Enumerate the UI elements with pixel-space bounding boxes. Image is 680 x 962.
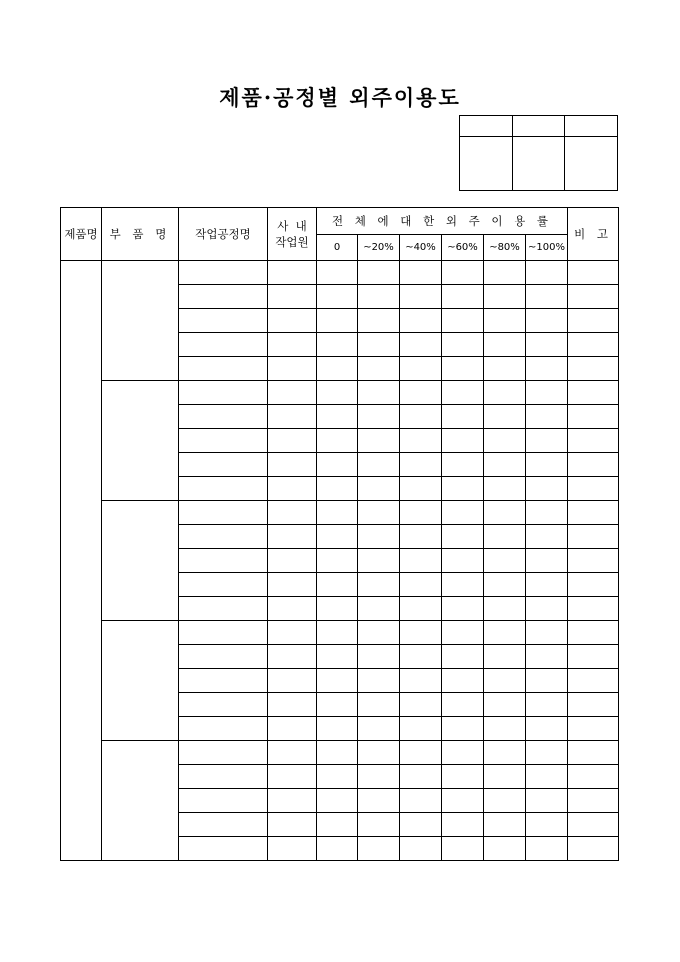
rate-cell[interactable]	[526, 357, 568, 381]
inhouse-cell[interactable]	[268, 621, 317, 645]
rate-cell[interactable]	[317, 549, 358, 573]
rate-cell[interactable]	[358, 357, 400, 381]
approval-sign-cell[interactable]	[565, 137, 618, 191]
process-cell[interactable]	[179, 741, 268, 765]
rate-cell[interactable]	[526, 597, 568, 621]
remarks-cell[interactable]	[568, 717, 619, 741]
rate-cell[interactable]	[358, 453, 400, 477]
rate-cell[interactable]	[358, 645, 400, 669]
process-cell[interactable]	[179, 309, 268, 333]
table-row	[61, 381, 619, 405]
remarks-cell[interactable]	[568, 621, 619, 645]
rate-cell[interactable]	[400, 405, 442, 429]
rate-cell[interactable]	[442, 645, 484, 669]
inhouse-cell[interactable]	[268, 789, 317, 813]
table-body	[61, 261, 619, 861]
remarks-cell[interactable]	[568, 813, 619, 837]
rate-cell[interactable]	[484, 597, 526, 621]
header-inhouse-line1: 사 내	[277, 219, 307, 233]
rate-cell[interactable]	[442, 501, 484, 525]
remarks-cell[interactable]	[568, 405, 619, 429]
inhouse-cell[interactable]	[268, 549, 317, 573]
table-row	[61, 261, 619, 285]
rate-cell[interactable]	[400, 285, 442, 309]
inhouse-cell[interactable]	[268, 501, 317, 525]
header-inhouse-line2: 작업원	[275, 235, 309, 249]
rate-cell[interactable]	[442, 741, 484, 765]
process-cell[interactable]	[179, 645, 268, 669]
rate-cell[interactable]	[400, 621, 442, 645]
rate-cell[interactable]	[526, 309, 568, 333]
remarks-cell[interactable]	[568, 261, 619, 285]
rate-cell[interactable]	[400, 381, 442, 405]
rate-cell[interactable]	[358, 501, 400, 525]
rate-cell[interactable]	[442, 549, 484, 573]
rate-cell[interactable]	[317, 837, 358, 861]
inhouse-cell[interactable]	[268, 741, 317, 765]
rate-cell[interactable]	[526, 693, 568, 717]
rate-cell[interactable]	[526, 525, 568, 549]
process-cell[interactable]	[179, 525, 268, 549]
process-cell[interactable]	[179, 261, 268, 285]
rate-cell[interactable]	[358, 261, 400, 285]
rate-cell[interactable]	[442, 765, 484, 789]
header-rate-bin: ~80%	[484, 235, 526, 261]
rate-cell[interactable]	[400, 741, 442, 765]
rate-cell[interactable]	[442, 333, 484, 357]
rate-cell[interactable]	[400, 333, 442, 357]
inhouse-cell[interactable]	[268, 765, 317, 789]
rate-cell[interactable]	[358, 573, 400, 597]
header-outsourcing-rate: 전 체 에 대 한 외 주 이 용 률	[317, 208, 568, 235]
rate-cell[interactable]	[317, 789, 358, 813]
process-cell[interactable]	[179, 621, 268, 645]
remarks-cell[interactable]	[568, 693, 619, 717]
rate-cell[interactable]	[526, 837, 568, 861]
header-rate-bin: 0	[317, 235, 358, 261]
rate-cell[interactable]	[484, 573, 526, 597]
rate-cell[interactable]	[317, 453, 358, 477]
remarks-cell[interactable]	[568, 837, 619, 861]
rate-cell[interactable]	[358, 765, 400, 789]
inhouse-cell[interactable]	[268, 357, 317, 381]
process-cell[interactable]	[179, 405, 268, 429]
rate-cell[interactable]	[526, 717, 568, 741]
rate-cell[interactable]	[358, 405, 400, 429]
rate-cell[interactable]	[400, 477, 442, 501]
remarks-cell[interactable]	[568, 477, 619, 501]
remarks-cell[interactable]	[568, 669, 619, 693]
rate-cell[interactable]	[526, 333, 568, 357]
rate-cell[interactable]	[526, 573, 568, 597]
rate-cell[interactable]	[526, 765, 568, 789]
approval-header-cell[interactable]	[512, 116, 565, 137]
process-cell[interactable]	[179, 573, 268, 597]
rate-cell[interactable]	[526, 477, 568, 501]
rate-cell[interactable]	[442, 573, 484, 597]
rate-cell[interactable]	[484, 453, 526, 477]
rate-cell[interactable]	[484, 837, 526, 861]
rate-cell[interactable]	[358, 597, 400, 621]
rate-cell[interactable]	[400, 525, 442, 549]
remarks-cell[interactable]	[568, 741, 619, 765]
rate-cell[interactable]	[317, 501, 358, 525]
process-cell[interactable]	[179, 429, 268, 453]
rate-cell[interactable]	[484, 741, 526, 765]
rate-cell[interactable]	[484, 549, 526, 573]
rate-cell[interactable]	[484, 789, 526, 813]
rate-cell[interactable]	[526, 813, 568, 837]
rate-cell[interactable]	[317, 813, 358, 837]
page-title: 제품·공정별 외주이용도	[219, 85, 461, 110]
rate-cell[interactable]	[442, 477, 484, 501]
rate-cell[interactable]	[358, 309, 400, 333]
rate-cell[interactable]	[400, 717, 442, 741]
rate-cell[interactable]	[484, 693, 526, 717]
rate-cell[interactable]	[442, 453, 484, 477]
inhouse-cell[interactable]	[268, 285, 317, 309]
process-cell[interactable]	[179, 357, 268, 381]
rate-cell[interactable]	[400, 453, 442, 477]
process-cell[interactable]	[179, 693, 268, 717]
rate-cell[interactable]	[400, 549, 442, 573]
process-cell[interactable]	[179, 501, 268, 525]
rate-cell[interactable]	[317, 525, 358, 549]
approval-sign-cell[interactable]	[512, 137, 565, 191]
process-cell[interactable]	[179, 813, 268, 837]
remarks-cell[interactable]	[568, 309, 619, 333]
rate-cell[interactable]	[484, 717, 526, 741]
outsourcing-table	[60, 207, 619, 861]
rate-cell[interactable]	[442, 597, 484, 621]
rate-cell[interactable]	[358, 669, 400, 693]
rate-cell[interactable]	[317, 429, 358, 453]
remarks-cell[interactable]	[568, 765, 619, 789]
rate-cell[interactable]	[400, 597, 442, 621]
rate-cell[interactable]	[317, 261, 358, 285]
rate-cell[interactable]	[400, 501, 442, 525]
inhouse-cell[interactable]	[268, 405, 317, 429]
rate-cell[interactable]	[358, 477, 400, 501]
rate-cell[interactable]	[317, 333, 358, 357]
rate-cell[interactable]	[358, 549, 400, 573]
rate-cell[interactable]	[526, 645, 568, 669]
remarks-cell[interactable]	[568, 789, 619, 813]
process-cell[interactable]	[179, 837, 268, 861]
table-row	[61, 621, 619, 645]
process-cell[interactable]	[179, 285, 268, 309]
part-name-cell[interactable]	[102, 261, 179, 381]
rate-cell[interactable]	[484, 429, 526, 453]
rate-cell[interactable]	[484, 669, 526, 693]
rate-cell[interactable]	[526, 261, 568, 285]
rate-cell[interactable]	[526, 741, 568, 765]
process-cell[interactable]	[179, 717, 268, 741]
inhouse-cell[interactable]	[268, 717, 317, 741]
rate-cell[interactable]	[317, 357, 358, 381]
rate-cell[interactable]	[400, 309, 442, 333]
rate-cell[interactable]	[526, 453, 568, 477]
inhouse-cell[interactable]	[268, 381, 317, 405]
rate-cell[interactable]	[358, 837, 400, 861]
remarks-cell[interactable]	[568, 645, 619, 669]
rate-cell[interactable]	[484, 309, 526, 333]
process-cell[interactable]	[179, 477, 268, 501]
rate-cell[interactable]	[400, 765, 442, 789]
rate-cell[interactable]	[317, 645, 358, 669]
inhouse-cell[interactable]	[268, 837, 317, 861]
rate-cell[interactable]	[526, 789, 568, 813]
part-name-cell[interactable]	[102, 501, 179, 621]
process-cell[interactable]	[179, 549, 268, 573]
rate-cell[interactable]	[442, 621, 484, 645]
rate-cell[interactable]	[442, 381, 484, 405]
product-name-cell[interactable]	[61, 261, 102, 861]
rate-cell[interactable]	[526, 621, 568, 645]
remarks-cell[interactable]	[568, 501, 619, 525]
inhouse-cell[interactable]	[268, 333, 317, 357]
rate-cell[interactable]	[317, 405, 358, 429]
rate-cell[interactable]	[358, 429, 400, 453]
rate-cell[interactable]	[442, 261, 484, 285]
process-cell[interactable]	[179, 597, 268, 621]
header-rate-bin: ~40%	[400, 235, 442, 261]
rate-cell[interactable]	[317, 717, 358, 741]
rate-cell[interactable]	[484, 333, 526, 357]
remarks-cell[interactable]	[568, 525, 619, 549]
rate-cell[interactable]	[442, 837, 484, 861]
rate-cell[interactable]	[317, 309, 358, 333]
rate-cell[interactable]	[400, 645, 442, 669]
rate-cell[interactable]	[526, 285, 568, 309]
process-cell[interactable]	[179, 453, 268, 477]
part-name-cell[interactable]	[102, 741, 179, 861]
rate-cell[interactable]	[484, 525, 526, 549]
rate-cell[interactable]	[484, 621, 526, 645]
header-product-name: 제품명	[61, 208, 102, 261]
remarks-cell[interactable]	[568, 549, 619, 573]
approval-header-cell[interactable]	[460, 116, 513, 137]
rate-cell[interactable]	[484, 501, 526, 525]
inhouse-cell[interactable]	[268, 645, 317, 669]
rate-cell[interactable]	[484, 765, 526, 789]
rate-cell[interactable]	[400, 813, 442, 837]
rate-cell[interactable]	[317, 621, 358, 645]
rate-cell[interactable]	[400, 837, 442, 861]
rate-cell[interactable]	[526, 381, 568, 405]
process-cell[interactable]	[179, 669, 268, 693]
header-inhouse-workers	[268, 208, 317, 261]
rate-cell[interactable]	[484, 477, 526, 501]
header-rate-bin: ~100%	[526, 235, 568, 261]
process-cell[interactable]	[179, 333, 268, 357]
table-row	[61, 501, 619, 525]
rate-cell[interactable]	[358, 717, 400, 741]
inhouse-cell[interactable]	[268, 813, 317, 837]
rate-cell[interactable]	[526, 405, 568, 429]
remarks-cell[interactable]	[568, 333, 619, 357]
remarks-cell[interactable]	[568, 453, 619, 477]
rate-cell[interactable]	[442, 789, 484, 813]
rate-cell[interactable]	[317, 597, 358, 621]
approval-sign-cell[interactable]	[460, 137, 513, 191]
rate-cell[interactable]	[317, 477, 358, 501]
rate-cell[interactable]	[358, 525, 400, 549]
rate-cell[interactable]	[442, 525, 484, 549]
rate-cell[interactable]	[442, 405, 484, 429]
rate-cell[interactable]	[484, 405, 526, 429]
rate-cell[interactable]	[400, 789, 442, 813]
inhouse-cell[interactable]	[268, 693, 317, 717]
header-remarks: 비 고	[568, 208, 619, 261]
remarks-cell[interactable]	[568, 573, 619, 597]
rate-cell[interactable]	[400, 429, 442, 453]
rate-cell[interactable]	[442, 429, 484, 453]
approval-header-cell[interactable]	[565, 116, 618, 137]
rate-cell[interactable]	[400, 693, 442, 717]
rate-cell[interactable]	[317, 669, 358, 693]
part-name-cell[interactable]	[102, 381, 179, 501]
process-cell[interactable]	[179, 765, 268, 789]
part-name-cell[interactable]	[102, 621, 179, 741]
rate-cell[interactable]	[442, 693, 484, 717]
rate-cell[interactable]	[358, 381, 400, 405]
rate-cell[interactable]	[317, 693, 358, 717]
rate-cell[interactable]	[442, 813, 484, 837]
rate-cell[interactable]	[526, 669, 568, 693]
remarks-cell[interactable]	[568, 285, 619, 309]
header-rate-bin: ~60%	[442, 235, 484, 261]
rate-cell[interactable]	[442, 285, 484, 309]
rate-cell[interactable]	[442, 717, 484, 741]
header-process-name: 작업공정명	[179, 208, 268, 261]
rate-cell[interactable]	[358, 621, 400, 645]
inhouse-cell[interactable]	[268, 261, 317, 285]
process-cell[interactable]	[179, 789, 268, 813]
remarks-cell[interactable]	[568, 597, 619, 621]
rate-cell[interactable]	[358, 789, 400, 813]
remarks-cell[interactable]	[568, 357, 619, 381]
rate-cell[interactable]	[484, 813, 526, 837]
rate-cell[interactable]	[484, 645, 526, 669]
rate-cell[interactable]	[400, 573, 442, 597]
rate-cell[interactable]	[526, 501, 568, 525]
inhouse-cell[interactable]	[268, 573, 317, 597]
rate-cell[interactable]	[400, 261, 442, 285]
inhouse-cell[interactable]	[268, 453, 317, 477]
approval-box	[459, 115, 618, 191]
rate-cell[interactable]	[400, 357, 442, 381]
inhouse-cell[interactable]	[268, 669, 317, 693]
header-part-name: 부 품 명	[102, 208, 179, 261]
rate-cell[interactable]	[317, 381, 358, 405]
inhouse-cell[interactable]	[268, 597, 317, 621]
rate-cell[interactable]	[358, 285, 400, 309]
rate-cell[interactable]	[442, 309, 484, 333]
rate-cell[interactable]	[526, 549, 568, 573]
remarks-cell[interactable]	[568, 381, 619, 405]
header-rate-bin: ~20%	[358, 235, 400, 261]
rate-cell[interactable]	[317, 741, 358, 765]
inhouse-cell[interactable]	[268, 429, 317, 453]
rate-cell[interactable]	[484, 381, 526, 405]
inhouse-cell[interactable]	[268, 525, 317, 549]
rate-cell[interactable]	[400, 669, 442, 693]
rate-cell[interactable]	[484, 357, 526, 381]
rate-cell[interactable]	[484, 285, 526, 309]
rate-cell[interactable]	[442, 669, 484, 693]
rate-cell[interactable]	[358, 813, 400, 837]
rate-cell[interactable]	[442, 357, 484, 381]
remarks-cell[interactable]	[568, 429, 619, 453]
inhouse-cell[interactable]	[268, 477, 317, 501]
rate-cell[interactable]	[317, 573, 358, 597]
rate-cell[interactable]	[526, 429, 568, 453]
rate-cell[interactable]	[358, 693, 400, 717]
rate-cell[interactable]	[317, 285, 358, 309]
rate-cell[interactable]	[358, 741, 400, 765]
process-cell[interactable]	[179, 381, 268, 405]
rate-cell[interactable]	[358, 333, 400, 357]
rate-cell[interactable]	[484, 261, 526, 285]
table-row	[61, 741, 619, 765]
inhouse-cell[interactable]	[268, 309, 317, 333]
rate-cell[interactable]	[317, 765, 358, 789]
